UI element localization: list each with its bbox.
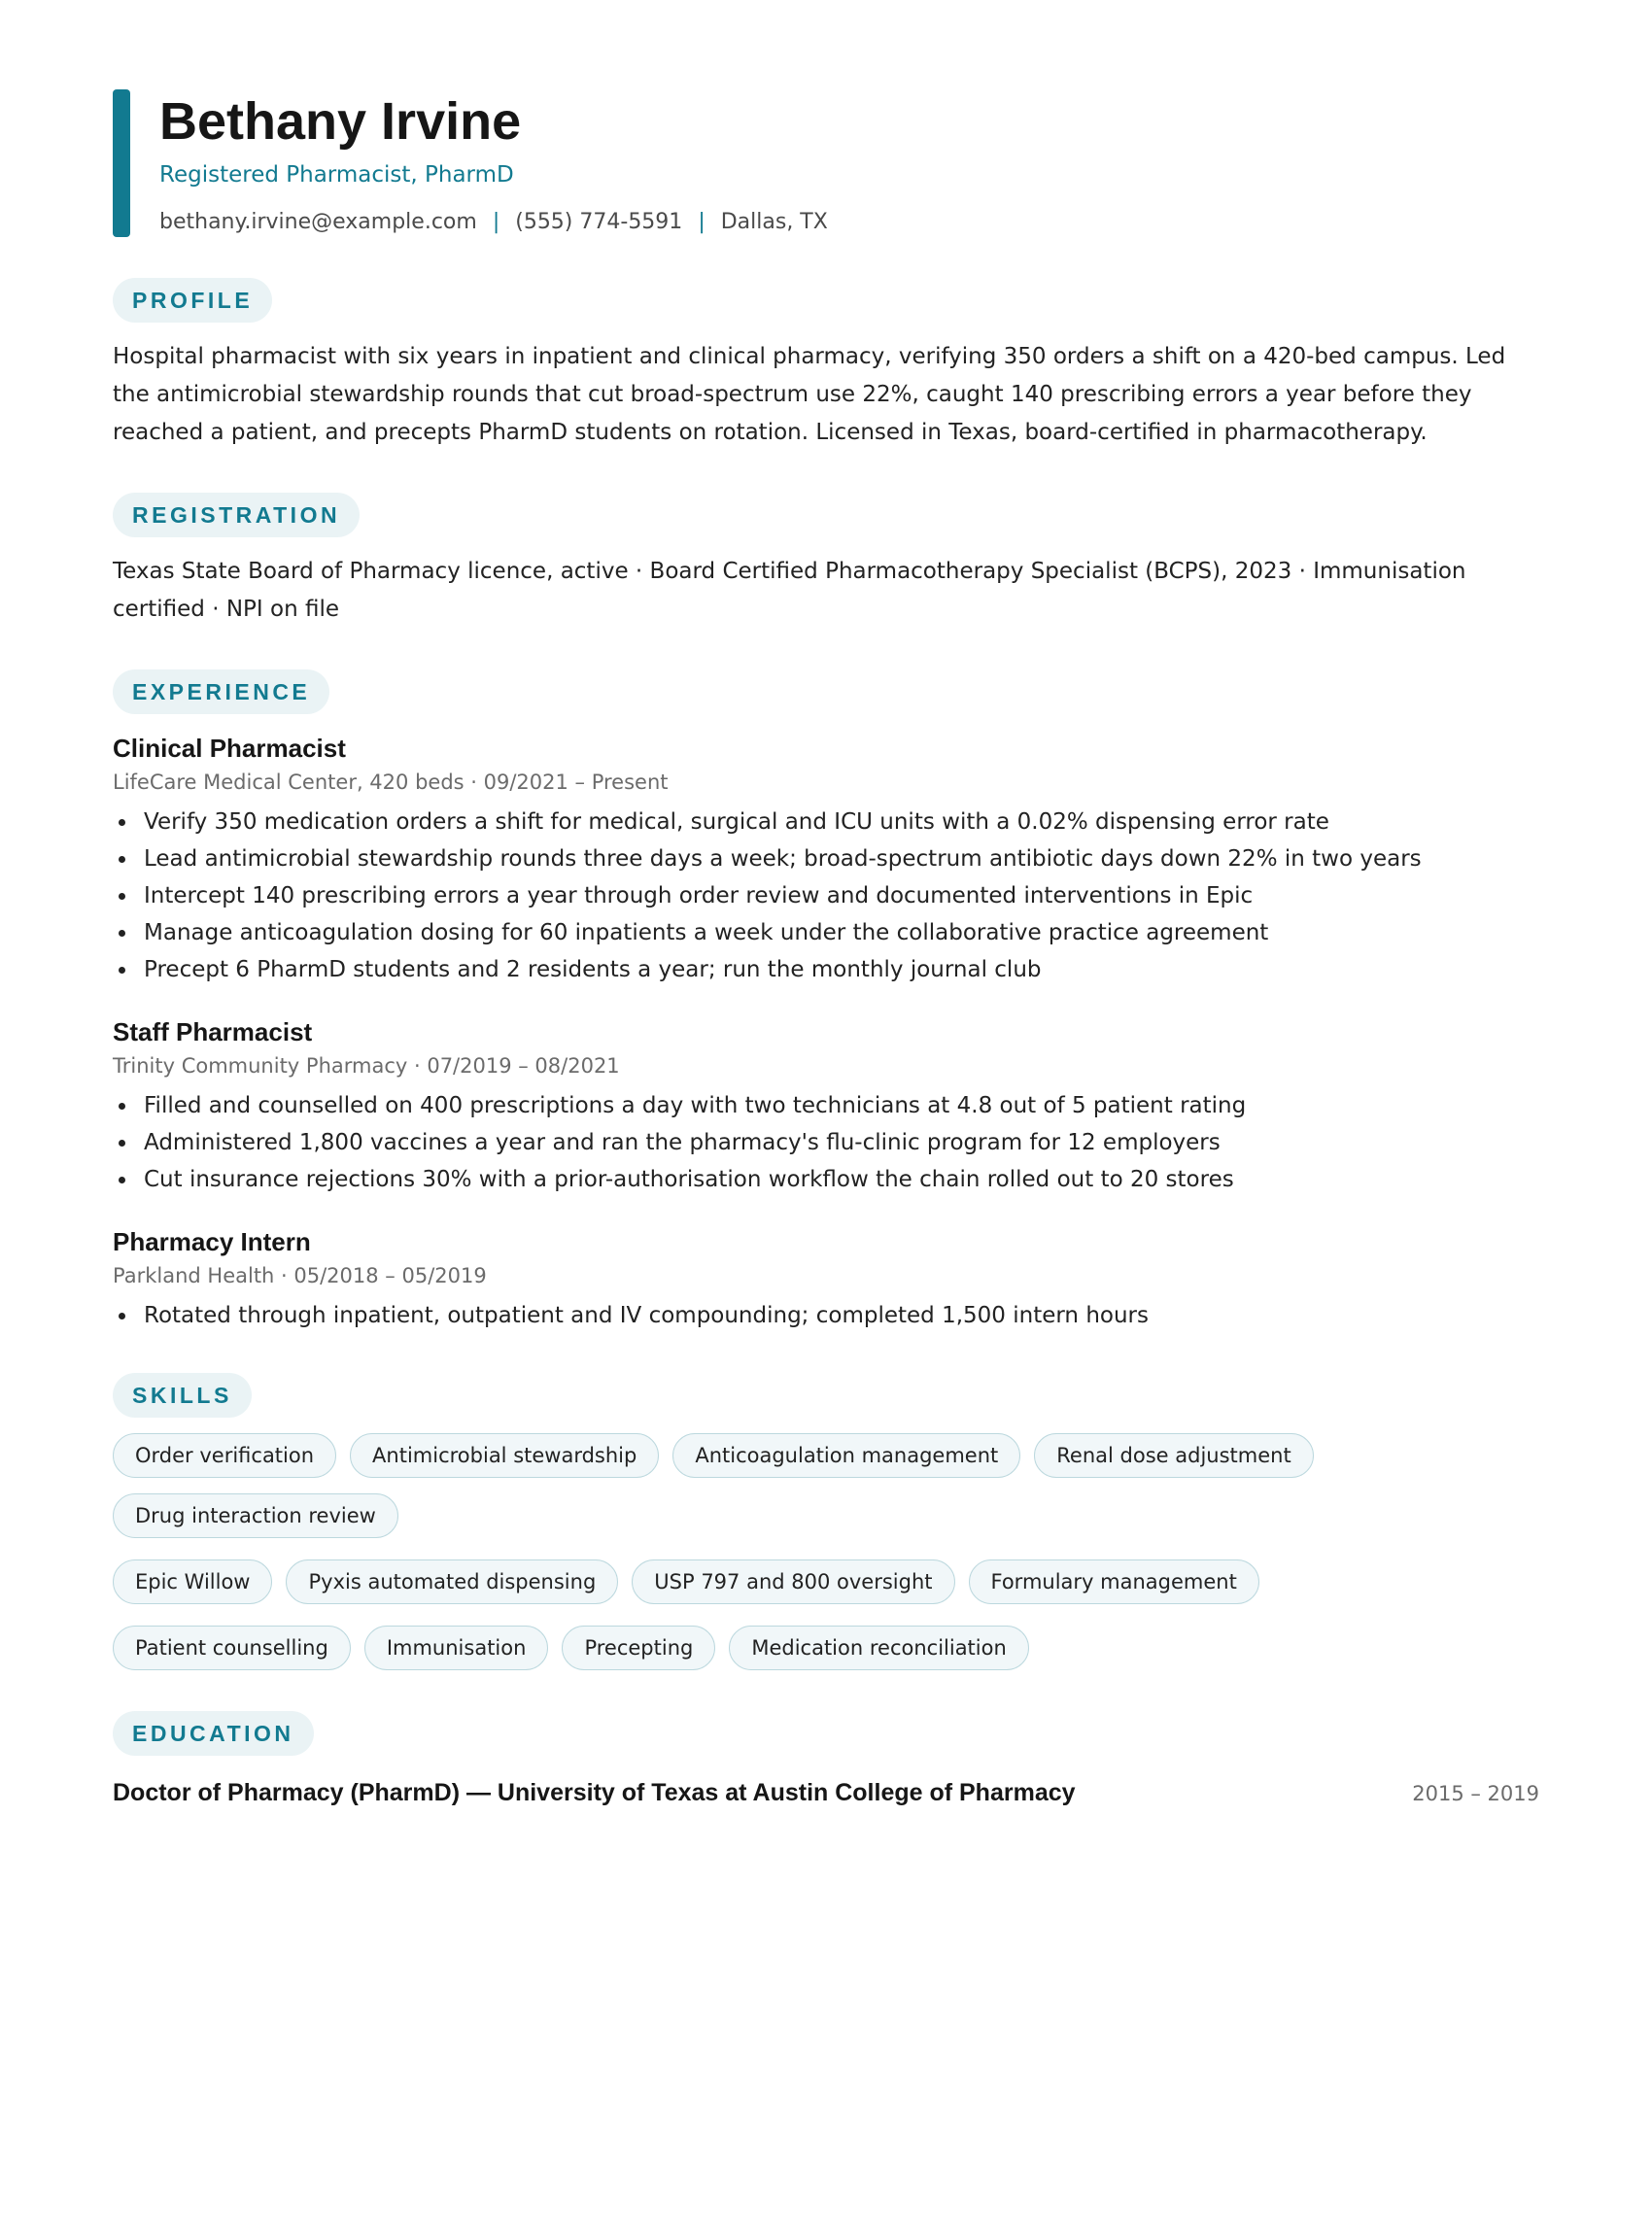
section-label-profile: PROFILE	[113, 278, 272, 323]
job-bullets	[113, 1087, 1539, 1198]
contact-email[interactable]: bethany.irvine@example.com	[159, 210, 477, 234]
job-title: Clinical Pharmacist	[113, 734, 346, 763]
job-bullet: Cut insurance rejections 30% with a prior-authorisation workflow the chain rolled out to 20 stores	[113, 1161, 1539, 1198]
profile-text: Hospital pharmacist with six years in inpatient and clinical pharmacy, verifying 350 orders a shift on a 420-bed campus. Led the antimicrobial stewardship rounds that cut broad-spectrum use 22%, caught 140 prescribing errors a year before they reached a patient, and precepts PharmD students on rotation. Licensed in Texas, board-certified in pharmacotherapy.	[113, 344, 1506, 445]
job-entry	[113, 1225, 1539, 1334]
section-label-skills: SKILLS	[113, 1373, 252, 1418]
skill-chip: Formulary management	[969, 1559, 1259, 1604]
skill-chip: Antimicrobial stewardship	[350, 1433, 659, 1478]
skill-chip: Order verification	[113, 1433, 336, 1478]
job-meta: LifeCare Medical Center, 420 beds · 09/2021 – Present	[113, 771, 669, 794]
job-title: Staff Pharmacist	[113, 1017, 313, 1046]
job-bullet: Manage anticoagulation dosing for 60 inpatients a week under the collaborative practice agreement	[113, 914, 1539, 951]
skills-row	[113, 1626, 1539, 1670]
experience-section	[113, 669, 1539, 1334]
education-years: 2015 – 2019	[1412, 1782, 1539, 1805]
skill-chip: Renal dose adjustment	[1034, 1433, 1313, 1478]
contact-line	[159, 210, 1539, 235]
skills-section	[113, 1373, 1539, 1670]
job-bullet: Administered 1,800 vaccines a year and ran the pharmacy's flu-clinic program for 12 employers	[113, 1124, 1539, 1161]
skill-chip: Drug interaction review	[113, 1493, 398, 1538]
job-meta: Trinity Community Pharmacy · 07/2019 – 08/2021	[113, 1054, 620, 1078]
job-entry	[113, 1015, 1539, 1198]
section-label-education: EDUCATION	[113, 1711, 314, 1756]
section-label-experience: EXPERIENCE	[113, 669, 329, 714]
contact-separator: |	[698, 210, 706, 234]
skill-chip: Anticoagulation management	[672, 1433, 1020, 1478]
skill-chip: USP 797 and 800 oversight	[632, 1559, 954, 1604]
job-title: Pharmacy Intern	[113, 1227, 311, 1256]
candidate-title: Registered Pharmacist, PharmD	[159, 162, 514, 188]
contact-separator: |	[492, 210, 500, 234]
skill-chip: Epic Willow	[113, 1559, 272, 1604]
profile-section	[113, 278, 1539, 452]
education-degree: Doctor of Pharmacy (PharmD) — University of Texas at Austin College of Pharmacy	[113, 1779, 1076, 1806]
skill-chip: Precepting	[562, 1626, 715, 1670]
candidate-name: Bethany Irvine	[159, 92, 522, 151]
job-bullet: Filled and counselled on 400 prescriptions a day with two technicians at 4.8 out of 5 patient rating	[113, 1087, 1539, 1124]
skill-chip: Patient counselling	[113, 1626, 351, 1670]
skill-chip: Immunisation	[364, 1626, 549, 1670]
accent-bar	[113, 89, 130, 237]
registration-section	[113, 493, 1539, 629]
job-entry	[113, 732, 1539, 988]
job-bullet: Intercept 140 prescribing errors a year through order review and documented interventions in Epic	[113, 877, 1539, 914]
resume-page	[0, 89, 1652, 2227]
skills-row	[113, 1433, 1539, 1538]
job-bullet: Lead antimicrobial stewardship rounds three days a week; broad-spectrum antibiotic days down 22% in two years	[113, 840, 1539, 877]
education-entry	[113, 1777, 1539, 1809]
contact-location: Dallas, TX	[720, 210, 828, 234]
section-label-registration: REGISTRATION	[113, 493, 360, 537]
job-meta: Parkland Health · 05/2018 – 05/2019	[113, 1264, 487, 1287]
skill-chip: Medication reconciliation	[729, 1626, 1028, 1670]
resume-header	[113, 89, 1539, 237]
skills-row	[113, 1559, 1539, 1604]
skill-chip: Pyxis automated dispensing	[286, 1559, 618, 1604]
job-bullets	[113, 804, 1539, 988]
contact-phone[interactable]: (555) 774-5591	[515, 210, 683, 234]
job-bullet: Rotated through inpatient, outpatient and IV compounding; completed 1,500 intern hours	[113, 1297, 1539, 1334]
education-section	[113, 1711, 1539, 1809]
job-bullet: Precept 6 PharmD students and 2 residents a year; run the monthly journal club	[113, 951, 1539, 988]
registration-text: Texas State Board of Pharmacy licence, active · Board Certified Pharmacotherapy Specialist (BCPS), 2023 · Immunisation certified · NPI on file	[113, 559, 1466, 622]
job-bullet: Verify 350 medication orders a shift for medical, surgical and ICU units with a 0.02% dispensing error rate	[113, 804, 1539, 840]
job-bullets	[113, 1297, 1539, 1334]
